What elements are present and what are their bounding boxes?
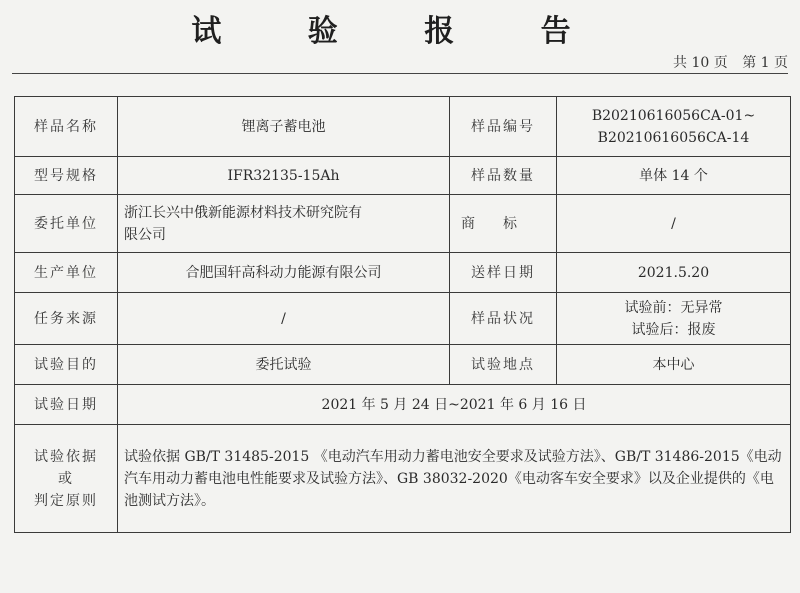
basis-label-line3: 判定原则 [34, 492, 98, 509]
header-divider [12, 73, 788, 74]
quantity-label: 样品数量 [450, 157, 557, 195]
client-line2: 限公司 [124, 226, 166, 243]
sample-state-value [557, 293, 791, 345]
sample-name-value: 锂离子蓄电池 [118, 97, 450, 157]
state-before: 试验前：无异常 [624, 299, 723, 316]
table-row [15, 97, 791, 157]
report-table [14, 96, 791, 533]
client-line1: 浙江长兴中俄新能源材料技术研究院有 [124, 204, 362, 221]
client-value [118, 195, 450, 253]
basis-label-line2: 或 [58, 470, 74, 487]
table-row [15, 195, 791, 253]
trademark-label: 商标 [450, 195, 557, 253]
sample-no-label: 样品编号 [450, 97, 557, 157]
table-row [15, 253, 791, 293]
delivery-date-value: 2021.5.20 [557, 253, 791, 293]
test-site-label: 试验地点 [450, 345, 557, 385]
test-site-value: 本中心 [557, 345, 791, 385]
quantity-value: 单体 14 个 [557, 157, 791, 195]
model-value: IFR32135-15Ah [118, 157, 450, 195]
task-source-value: / [118, 293, 450, 345]
page-number: 第 1 页 [742, 55, 788, 71]
client-label: 委托单位 [15, 195, 118, 253]
basis-label [15, 425, 118, 533]
sample-no-line2: B20210616056CA-14 [597, 129, 750, 146]
total-pages: 共 10 页 [673, 55, 728, 71]
test-purpose-label: 试验目的 [15, 345, 118, 385]
report-title: 试 验 报 告 [191, 14, 609, 49]
task-source-label: 任务来源 [15, 293, 118, 345]
sample-state-label: 样品状况 [450, 293, 557, 345]
table-row [15, 425, 791, 533]
sample-name-label: 样品名称 [15, 97, 118, 157]
sample-no-value [557, 97, 791, 157]
table-row [15, 345, 791, 385]
manufacturer-value: 合肥国轩高科动力能源有限公司 [118, 253, 450, 293]
page-info [663, 52, 788, 72]
trademark-value: / [557, 195, 791, 253]
manufacturer-label: 生产单位 [15, 253, 118, 293]
table-row [15, 385, 791, 425]
state-after: 试验后：报废 [631, 321, 716, 338]
sample-no-line1: B20210616056CA-01~ [591, 107, 756, 124]
basis-label-line1: 试验依据 [34, 448, 98, 465]
table-row [15, 157, 791, 195]
basis-value: 试验依据 GB/T 31485-2015 《电动汽车用动力蓄电池安全要求及试验方法》、GB/T 31486-2015《电动汽车用动力蓄电池电性能要求及试验方法》、GB 38032-2020《电动客车安全要求》以及企业提供的《电池测试方法》。 [118, 425, 791, 533]
model-label: 型号规格 [15, 157, 118, 195]
delivery-date-label: 送样日期 [450, 253, 557, 293]
test-purpose-value: 委托试验 [118, 345, 450, 385]
test-date-value: 2021 年 5 月 24 日~2021 年 6 月 16 日 [118, 385, 791, 425]
test-date-label: 试验日期 [15, 385, 118, 425]
table-row [15, 293, 791, 345]
